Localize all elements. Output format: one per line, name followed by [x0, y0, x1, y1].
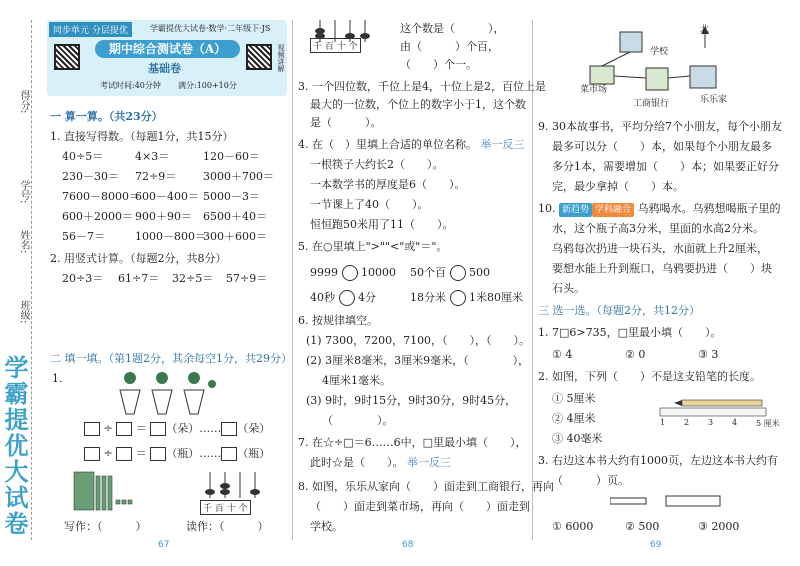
- option[interactable]: ② 500: [625, 520, 660, 533]
- blank-box[interactable]: [116, 422, 132, 436]
- q9-line3: 多分1本，需要增加（ ）本；如果要正好分: [552, 160, 779, 173]
- s3-q2: 2. 如图，下列（ ）不是这支铅笔的长度。: [538, 370, 761, 383]
- write-label: 写作：（ ）: [64, 520, 147, 533]
- blank-box[interactable]: [150, 447, 166, 461]
- calc-cell: 1000－800＝: [135, 230, 206, 243]
- compare-circle[interactable]: [339, 290, 355, 306]
- map-home: 乐乐家: [700, 95, 728, 105]
- q10-line4: 要想水能上升到瓶口，乌鸦要扔进（ ）块: [552, 262, 772, 275]
- calc-cell: 3000＋700＝: [203, 170, 274, 183]
- related-link[interactable]: 举一反三: [407, 456, 451, 469]
- test-subtitle: 基础卷: [148, 62, 181, 75]
- calc-cell: 6500＋40＝: [203, 210, 267, 223]
- q10-line3: 乌鸦每次扔进一块石头，水面就上升2厘米，: [552, 242, 768, 255]
- q3-line1: 3. 一个四位数，千位上是4，十位上是2，百位上是: [298, 80, 546, 93]
- q7-line1: 7. 在☆÷□＝6……6中，□里最小填（ ），: [298, 436, 527, 449]
- series-tag: 同步单元 分层提优: [49, 22, 132, 37]
- calc-cell: 40÷5＝: [62, 150, 104, 163]
- calc-cell: 5000－3＝: [203, 190, 260, 203]
- calc-cell: 4×3＝: [135, 150, 170, 163]
- option[interactable]: ② 4厘米: [552, 412, 596, 425]
- option[interactable]: ③ 2000: [698, 520, 740, 533]
- calc-cell: 300＋600＝: [203, 230, 267, 243]
- blank-box[interactable]: [221, 422, 237, 436]
- q8-line1: 8. 如图，乐乐从家向（ ）面走到工商银行，再向: [298, 480, 554, 493]
- page-number: 68: [402, 540, 414, 550]
- s1-q1: 1. 直接写得数。（每题1分，共15分）: [50, 130, 234, 143]
- ruler-tick: 4: [732, 418, 738, 427]
- s2-q1: 1.: [52, 372, 63, 385]
- blank-box[interactable]: [221, 447, 237, 461]
- abacus-image: [200, 470, 270, 500]
- series-line: 学霸提优大试卷·数学·二年级下·JS: [150, 24, 271, 33]
- blank-box[interactable]: [84, 422, 100, 436]
- q6-3: (3) 9时，9时15分，9时30分，9时45分，: [306, 394, 517, 407]
- vertical-calc: 57÷9＝: [226, 272, 268, 285]
- q6-2: (2) 3厘米8毫米，3厘米9毫米，（ ），: [306, 354, 530, 367]
- q3-line2: 最大的一位数，个位上的数字小于1，这个数: [310, 98, 526, 111]
- division-blank-row2: ÷ ＝ （瓶）…… （瓶）: [84, 447, 270, 461]
- blank-box[interactable]: [150, 422, 166, 436]
- calc-cell: 230－30＝: [62, 170, 119, 183]
- option[interactable]: ① 6000: [552, 520, 594, 533]
- s3-q3-line2: （ ）页。: [552, 474, 629, 487]
- q6-1: (1) 7300，7200，7100，（ ），（ ）。: [306, 334, 531, 347]
- exam-time: 考试时间:40分钟: [100, 81, 161, 90]
- flower-vases-image: [108, 368, 218, 418]
- q4-line2: 一根筷子大约长2（ ）。: [310, 158, 444, 171]
- m0a: 这个数是（ ），: [400, 22, 505, 35]
- q6-prompt: 6. 按规律填空。: [298, 314, 378, 327]
- q5-row2: 40秒 4分: [310, 291, 376, 304]
- name-label: 姓名:: [18, 230, 29, 254]
- option[interactable]: ① 5厘米: [552, 392, 596, 405]
- q5-prompt: 5. 在○里填上">""<"或"＝"。: [298, 240, 448, 253]
- map-north: 北: [700, 25, 710, 35]
- abacus-labels: 千 百 十 个: [310, 38, 361, 53]
- q10-line5: 石头。: [552, 282, 585, 295]
- q8-line3: 学校。: [310, 520, 343, 533]
- qr-code-right: [246, 44, 272, 70]
- compare-circle[interactable]: [342, 265, 358, 281]
- score-label: 得分:: [18, 90, 29, 114]
- q5-row1b: 50个百 500: [410, 266, 490, 279]
- ruler-tick: 2: [684, 418, 690, 427]
- q5-row1: 9999 10000: [310, 266, 396, 279]
- calc-cell: 7600－8000＝: [62, 190, 140, 203]
- q10-line2: 水，这个瓶子高3分米，里面的水高2分米。: [552, 222, 764, 235]
- blank-box[interactable]: [84, 447, 100, 461]
- compare-circle[interactable]: [450, 290, 466, 306]
- vertical-calc: 20÷3＝: [62, 272, 104, 285]
- q8-line2: （ ）面走到菜市场，再向（ ）面走到: [310, 500, 530, 513]
- q4-line1: 4. 在（ ）里填上合适的单位名称。 举一反三: [298, 138, 525, 151]
- map-market: 菜市场: [580, 85, 608, 95]
- ruler-tick: 5 厘米: [756, 419, 780, 428]
- m0c: （ ）个一。: [400, 58, 477, 71]
- brand-vertical: 学霸提优大试卷: [0, 355, 28, 537]
- option[interactable]: ③ 3: [698, 348, 719, 361]
- calc-cell: 900＋90＝: [135, 210, 192, 223]
- option[interactable]: ③ 40毫米: [552, 432, 603, 445]
- qr-code-left: [54, 44, 80, 70]
- test-title: 期中综合测试卷（A）: [95, 40, 240, 58]
- section2-heading: 二 填一填。（第1题2分，其余每空1分，共29分）: [50, 352, 292, 365]
- page-number: 69: [650, 540, 662, 550]
- vertical-calc: 32÷5＝: [172, 272, 214, 285]
- page-number: 67: [158, 540, 170, 550]
- q9-line2: 最多可以分（ ）本，如果每个小朋友最多: [552, 140, 772, 153]
- division-blank-row1: ÷ ＝ （朵）…… （朵）: [84, 422, 270, 436]
- column-divider: [532, 20, 533, 540]
- q6-3b: （ ）。: [322, 414, 394, 427]
- map-bank: 工商银行: [633, 99, 670, 109]
- q6-2b: 4厘米1毫米。: [322, 374, 391, 387]
- column-divider: [292, 20, 293, 540]
- binding-spine: [0, 0, 44, 566]
- q4-line4: 一节课上了40（ ）。: [310, 198, 429, 211]
- q5-row2b: 18分米 1米80厘米: [410, 291, 523, 304]
- read-label: 读作：（ ）: [186, 520, 269, 533]
- abacus-labels: 千 百 十 个: [200, 500, 251, 515]
- books-image: [610, 494, 730, 508]
- blank-box[interactable]: [116, 447, 132, 461]
- ruler-tick: 1: [660, 418, 666, 427]
- q4-line3: 一本数学书的厚度是6（ ）。: [310, 178, 466, 191]
- calc-cell: 600＋2000＝: [62, 210, 133, 223]
- s1-q2: 2. 用竖式计算。（每题2分，共8分）: [50, 252, 227, 265]
- q4-line5: 恒恒跑50米用了11（ ）。: [310, 218, 454, 231]
- calc-cell: 600－400＝: [135, 190, 199, 203]
- full-score: 满分:100+10分: [178, 81, 237, 90]
- q3-line3: 是（ ）。: [310, 116, 382, 129]
- map-school: 学校: [650, 47, 669, 57]
- s3-q3-line1: 3. 右边这本书大约有1000页，左边这本书大约有: [538, 454, 778, 467]
- class-label: 班级:: [18, 300, 29, 324]
- counting-blocks-image: [72, 470, 152, 512]
- q9-line4: 完，最少拿掉（ ）本。: [552, 180, 684, 193]
- option[interactable]: ② 0: [625, 348, 646, 361]
- calc-cell: 72÷9＝: [135, 170, 177, 183]
- q9-line1: 9. 30本故事书，平均分给7个小朋友，每个小朋友: [538, 120, 782, 133]
- qr-label: 视频讲解: [277, 44, 285, 72]
- section3-heading: 三 选一选。（每题2分，共12分）: [538, 304, 700, 317]
- ruler-tick: 3: [708, 418, 714, 427]
- calc-cell: 120－60＝: [203, 150, 260, 163]
- option[interactable]: ① 4: [552, 348, 573, 361]
- vertical-calc: 61÷7＝: [118, 272, 160, 285]
- section1-heading: 一 算一算。（共23分）: [50, 110, 163, 123]
- calc-cell: 56－7＝: [62, 230, 105, 243]
- s3-q1: 1. 7□6>735，□里最小填（ ）。: [538, 326, 722, 339]
- compare-circle[interactable]: [450, 265, 466, 281]
- m0b: 由（ ）个百，: [400, 40, 499, 53]
- q7-line2: 此时☆是（ ）。 举一反三: [310, 456, 451, 469]
- q10-line1: 10. 新趋势 学科融合 乌鸦喝水。乌鸦想喝瓶子里的: [538, 202, 781, 215]
- student-no-label: 学号:: [18, 180, 29, 204]
- related-link[interactable]: 举一反三: [480, 138, 525, 151]
